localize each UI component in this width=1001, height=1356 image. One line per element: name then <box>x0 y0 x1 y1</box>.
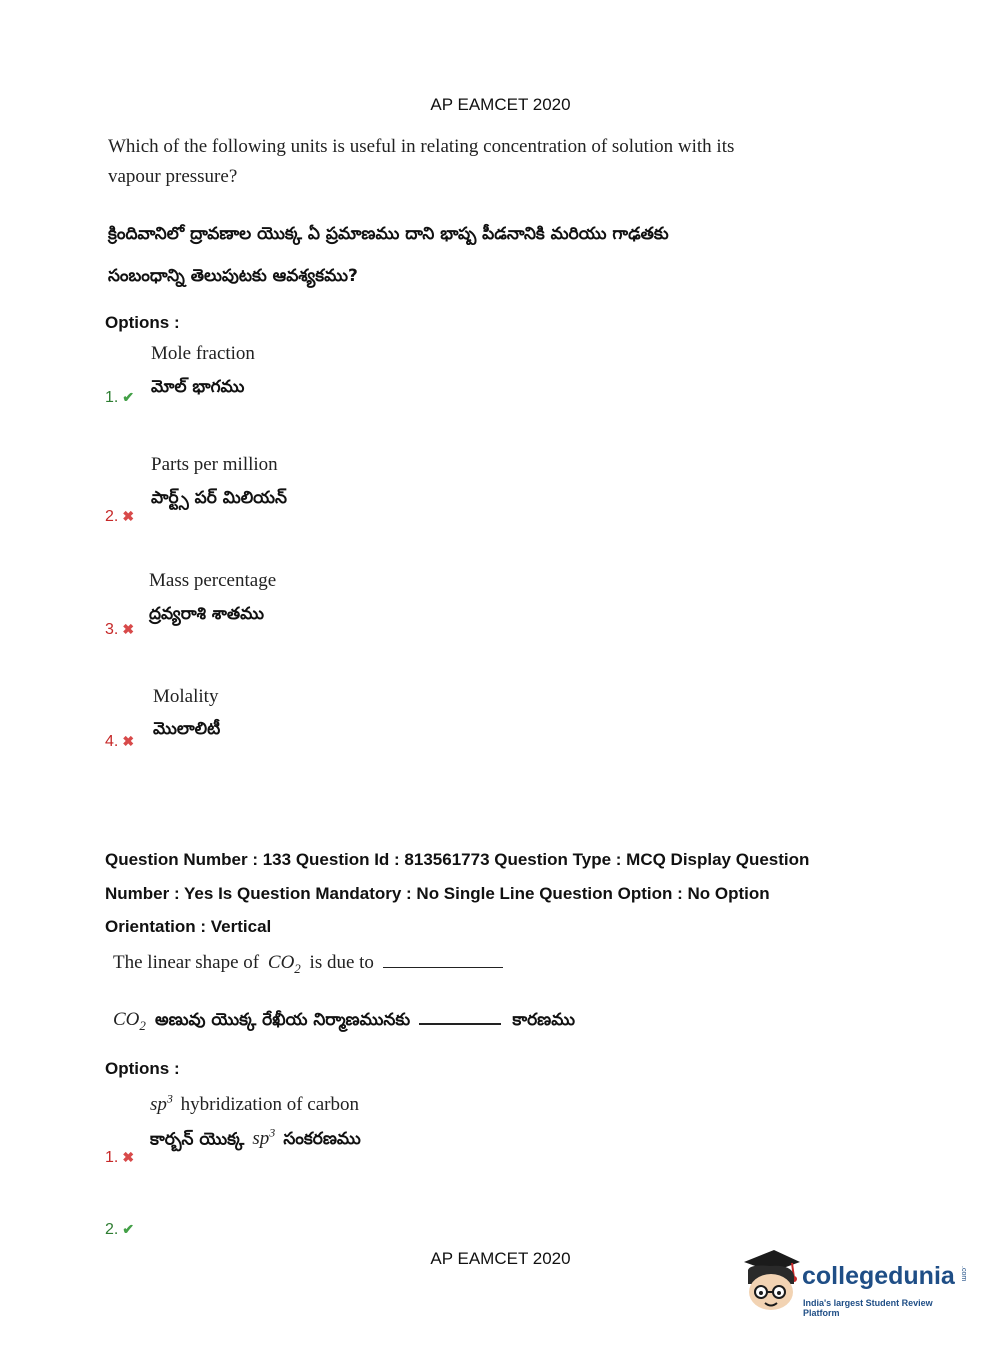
question-text-en-line1: Which of the following units is useful in relating concentration of solution with its <box>108 136 735 157</box>
sp3-symbol-te <box>252 1128 275 1149</box>
page-footer-title: AP EAMCET 2020 <box>430 1249 571 1268</box>
option-4-number: 4. <box>105 733 119 750</box>
q133-text-post: is due to <box>309 952 374 973</box>
cross-icon: ✖ <box>122 1149 135 1165</box>
logo-com: .com <box>960 1266 967 1282</box>
option-2-text-te: పార్ట్స్ పర్ మిలియన్ <box>151 488 287 508</box>
option-3-number: 3. <box>105 621 119 638</box>
question-text-te-line2: సంబంధాన్ని తెలుపుటకు ఆవశ్యకము? <box>108 266 358 286</box>
co2-subscript: 2 <box>294 960 301 976</box>
sp-text: sp <box>150 1094 167 1116</box>
question-text-te-line1: క్రిందివానిలో ద్రావణాల యొక్క ఏ ప్రమాణము దాని భాష్ప పీడనానికి మరియు గాఢతకు <box>108 224 669 244</box>
option-1-te-pre: కార్బన్ యొక్క <box>150 1129 245 1150</box>
option-1[interactable] <box>105 389 134 407</box>
option-2-text-en: Parts per million <box>151 454 278 475</box>
option-1-te-post: సంకరణము <box>283 1129 361 1150</box>
option-4-text-te: మొలాలిటీ <box>153 719 221 739</box>
option-1-rest: hybridization of carbon <box>180 1094 359 1116</box>
option-3[interactable] <box>105 621 134 639</box>
option-2[interactable] <box>105 1221 134 1239</box>
co2-symbol: CO <box>267 952 295 973</box>
q133-te-end: కారణము <box>512 1010 576 1030</box>
option-1[interactable] <box>105 1149 134 1167</box>
question-meta-line1: Question Number : 133 Question Id : 813561773 Question Type : MCQ Display Question <box>105 850 810 869</box>
cross-icon: ✖ <box>122 733 135 749</box>
question-meta-line3: Orientation : Vertical <box>105 917 272 936</box>
option-4-text-en: Molality <box>153 686 219 707</box>
options-label: Options : <box>105 1059 180 1078</box>
option-3-text-te: ద్రవ్యరాశి శాతము <box>149 604 264 624</box>
check-icon: ✔ <box>122 389 135 405</box>
logo-tagline: India's largest Student Review Platform <box>803 1298 933 1318</box>
question-133-text-en <box>113 952 503 977</box>
option-1-number: 1. <box>105 389 119 406</box>
option-1-text-te <box>150 1126 361 1153</box>
option-2-number: 2. <box>105 1221 119 1238</box>
option-1-text-en <box>150 1092 359 1116</box>
check-icon: ✔ <box>122 1221 135 1237</box>
answer-blank <box>383 967 503 968</box>
option-1-number: 1. <box>105 1149 119 1166</box>
option-1-text-te: మోల్ భాగము <box>151 377 245 397</box>
question-meta-line2: Number : Yes Is Question Mandatory : No Single Line Question Option : No Option <box>105 884 770 903</box>
option-1-text-en: Mole fraction <box>151 343 255 364</box>
co2-subscript-te: 2 <box>139 1017 146 1033</box>
options-label: Options : <box>105 313 180 332</box>
question-text-en-line2: vapour pressure? <box>108 166 238 187</box>
mascot-icon <box>740 1248 802 1314</box>
option-2[interactable] <box>105 508 134 526</box>
co2-formula <box>267 952 301 976</box>
option-4[interactable] <box>105 733 134 751</box>
question-133-text-te <box>113 1009 575 1034</box>
co2-symbol-te: CO <box>113 1009 140 1030</box>
logo-name: collegedunia <box>802 1262 955 1290</box>
option-3-text-en: Mass percentage <box>149 570 277 591</box>
answer-blank-te <box>419 1023 501 1025</box>
option-2-number: 2. <box>105 508 119 525</box>
q133-te-mid: అణువు యొక్క రేఖీయ నిర్మాణమునకు <box>155 1010 411 1030</box>
sup-3-te: 3 <box>269 1126 276 1140</box>
sup-3: 3 <box>166 1092 173 1106</box>
sp3-symbol <box>150 1094 173 1115</box>
page-header-title: AP EAMCET 2020 <box>430 95 571 114</box>
cross-icon: ✖ <box>122 621 135 637</box>
co2-formula-te <box>113 1009 146 1033</box>
q133-text-pre: The linear shape of <box>113 952 260 973</box>
sp-text-te: sp <box>252 1128 270 1150</box>
cross-icon: ✖ <box>122 508 135 524</box>
collegedunia-logo <box>740 1248 970 1318</box>
